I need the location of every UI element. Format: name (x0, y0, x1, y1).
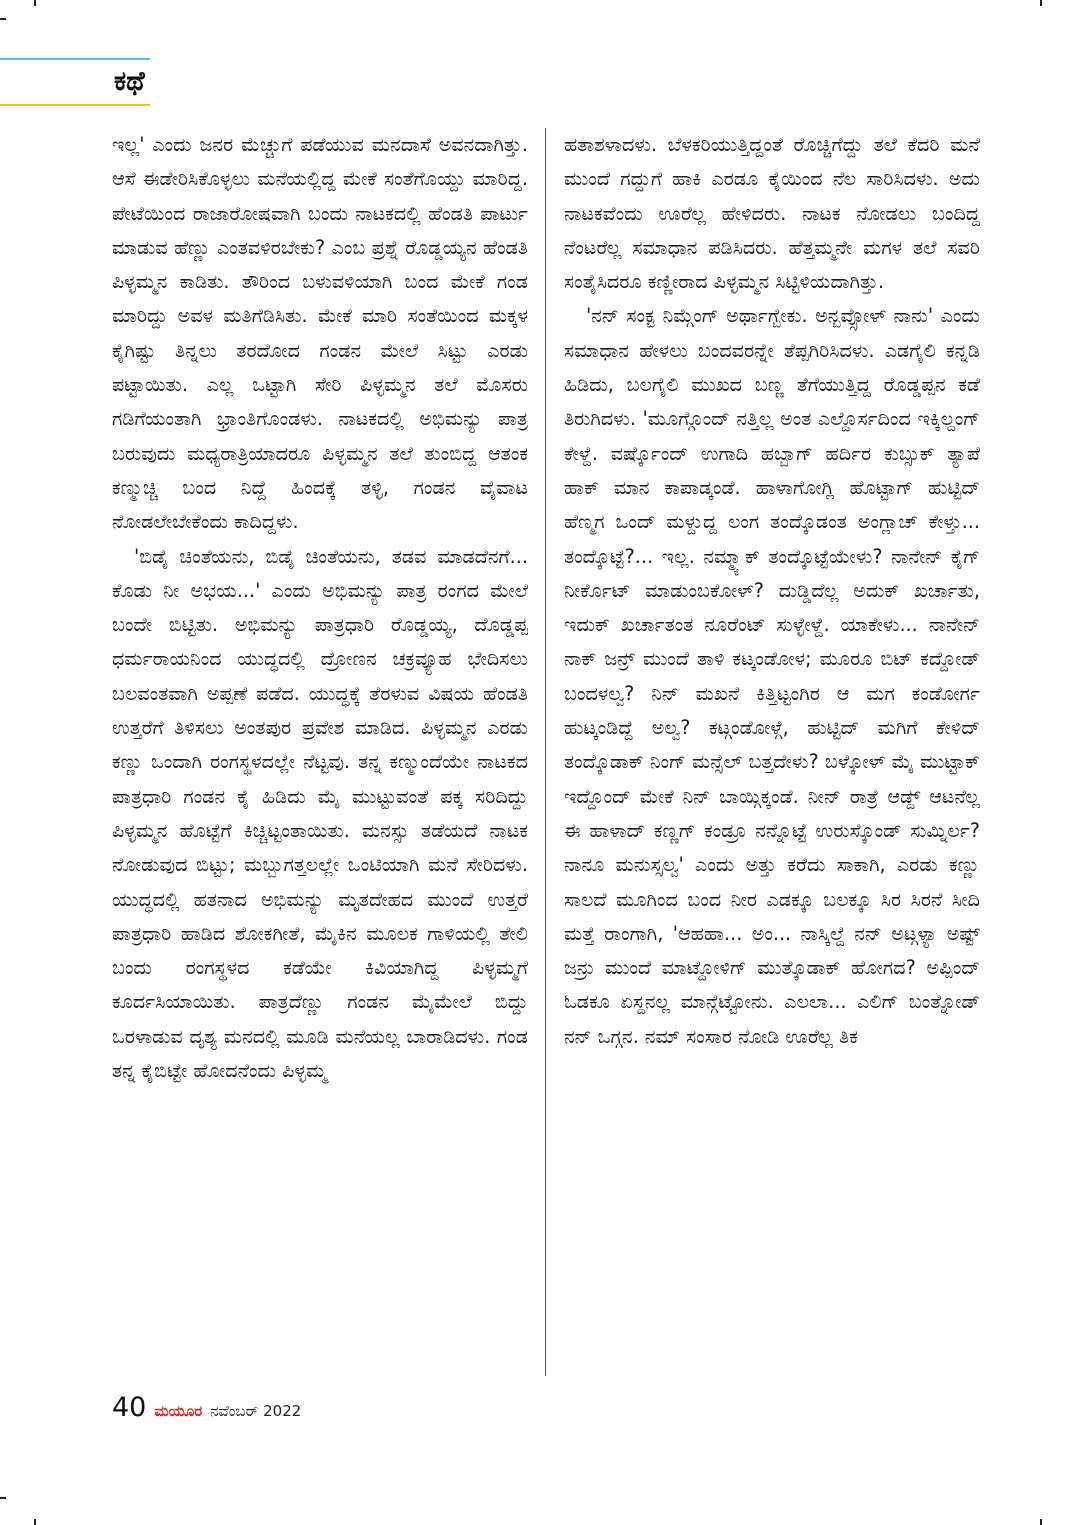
crop-mark (1040, 1519, 1042, 1525)
paragraph: 'ಬಿಡೈ ಚಿಂತೆಯನು, ಬಿಡೈ ಚಿಂತೆಯನು, ತಡವ ಮಾಡದೆನಗೆ... ಕೊಡು ನೀ ಅಭಯ...' ಎಂದು ಅಭಿಮನ್ಯು ಪಾತ್ರ ರಂಗದ ಮೇಲೆ ಬಂದೇ ಬಿಟ್ಟಿತು. ಅಭಿಮನ್ಯು ಪಾತ್ರಧಾರಿ ರೊಡ್ಡಯ್ಯ, ದೊಡ್ಡಪ್ಪ ಧರ್ಮರಾಯನಿಂದ ಯುದ್ಧದಲ್ಲಿ ದ್ರೋಣನ ಚಕ್ರವ್ಯೂಹ ಭೇದಿಸಲು ಬಲವಂತವಾಗಿ ಅಪ್ಪಣೆ ಪಡೆದ. ಯುದ್ಧಕ್ಕೆ ತೆರಳುವ ವಿಷಯ ಹೆಂಡತಿ ಉತ್ತರೆಗೆ ತಿಳಿಸಲು ಅಂತಪುರ ಪ್ರವೇಶ ಮಾಡಿದ. ಪಿಳ್ಳಮ್ಮನ ಎರಡು ಕಣ್ಣು ಒಂದಾಗಿ ರಂಗಸ್ಥಳದಲ್ಲೇ ನೆಟ್ಟವು. ತನ್ನ ಕಣ್ಮುಂದೆಯೇ ನಾಟಕದ ಪಾತ್ರಧಾರಿ ಗಂಡನ ಕೈ ಹಿಡಿದು ಮೈ ಮುಟ್ಟುವಂತೆ ಪಕ್ಕ ಸರಿದಿದ್ದು ಪಿಳ್ಳಮ್ಮನ ಹೊಟ್ಟೆಗೆ ಕಿಚ್ಚಿಟ್ಟಂತಾಯಿತು. ಮನಸ್ಸು ತಡೆಯದೆ ನಾಟಕ ನೋಡುವುದ ಬಿಟ್ಟು; ಮಬ್ಬುಗತ್ತಲಲ್ಲೇ ಒಂಟಿಯಾಗಿ ಮನೆ ಸೇರಿದಳು. ಯುದ್ಧದಲ್ಲಿ ಹತನಾದ ಅಭಿಮನ್ಯು ಮೃತದೇಹದ ಮುಂದೆ ಉತ್ತರೆ ಪಾತ್ರಧಾರಿ ಹಾಡಿದ ಶೋಕಗೀತೆ, ಮೈಕಿನ ಮೂಲಕ ಗಾಳಿಯಲ್ಲಿ ತೇಲಿ ಬಂದು ರಂಗಸ್ಥಳದ ಕಡೆಯೇ ಕಿವಿಯಾಗಿದ್ದ ಪಿಳ್ಳಮ್ಮಗೆ ಕೂರ್ದಸಿಯಾಯಿತು. ಪಾತ್ರದೆಣ್ಣು ಗಂಡನ ಮೈಮೇಲೆ ಬಿದ್ದು ಒರಳಾಡುವ ದೃಶ್ಯ ಮನದಲ್ಲಿ ಮೂಡಿ ಮನೆಯಲ್ಲ ಬಾರಾಡಿದಳು. ಗಂಡ ತನ್ನ ಕೈಬಿಟ್ಟೇ ಹೋದನೆಂದು ಪಿಳ್ಳಮ್ಮ (112, 544, 528, 1083)
page-number: 40 (112, 1392, 147, 1423)
crop-mark (34, 1519, 36, 1525)
header-rule-cyan (0, 58, 150, 60)
crop-mark (34, 0, 36, 6)
section-title: ಕಥೆ (114, 66, 145, 97)
crop-mark (1040, 0, 1042, 6)
issue-date: ನವೆಂಬರ್ 2022 (210, 1402, 302, 1420)
article-column-left (112, 128, 528, 1088)
magazine-logo: ಮಯೂರ (154, 1402, 203, 1420)
crop-mark (0, 18, 6, 20)
page-footer (112, 1392, 301, 1423)
article-column-right (564, 128, 980, 1054)
crop-mark (0, 1497, 6, 1499)
header-rule-yellow (0, 104, 150, 106)
paragraph: ಹತಾಶಳಾದಳು. ಬೆಳಕರಿಯುತ್ತಿದ್ದಂತೆ ರೊಚ್ಚಿಗೆದ್ದು ತಲೆ ಕೆದರಿ ಮನೆ ಮುಂದೆ ಗದ್ದುಗೆ ಹಾಕಿ ಎರಡೂ ಕೈಯಿಂದ ನೆಲ ಸಾರಿಸಿದಳು. ಅದು ನಾಟಕವೆಂದು ಊರೆಲ್ಲ ಹೇಳಿದರು. ನಾಟಕ ನೋಡಲು ಬಂದಿದ್ದ ನೆಂಟರೆಲ್ಲ ಸಮಾಧಾನ ಪಡಿಸಿದರು. ಹೆತ್ತಮ್ಮನೇ ಮಗಳ ತಲೆ ಸವರಿ ಸಂತೈಸಿದರೂ ಕಣ್ಣೀರಾದ ಪಿಳ್ಳಮ್ಮನ ಸಿಟ್ಟಿಳಿಯದಾಗಿತ್ತು. (564, 133, 980, 294)
paragraph: ಇಲ್ಲ' ಎಂದು ಜನರ ಮೆಚ್ಚುಗೆ ಪಡೆಯುವ ಮನದಾಸೆ ಅವನದಾಗಿತ್ತು. ಆಸೆ ಈಡೇರಿಸಿಕೊಳ್ಳಲು ಮನೆಯಲ್ಲಿದ್ದ ಮೇಕೆ ಸಂತೆಗೊಯ್ದು ಮಾರಿದ್ದ. ಪೇಟೆಯಿಂದ ರಾಜಾರೋಷವಾಗಿ ಬಂದು ನಾಟಕದಲ್ಲಿ ಹೆಂಡತಿ ಪಾರ್ಟು ಮಾಡುವ ಹೆಣ್ಣು ಎಂತವಳಿರಬೇಕು? ಎಂಬ ಪ್ರಶ್ನೆ ರೊಡ್ಡಯ್ಯನ ಹೆಂಡತಿ ಪಿಳ್ಳಮ್ಮನ ಕಾಡಿತು. ತೌರಿಂದ ಬಳುವಳಿಯಾಗಿ ಬಂದ ಮೇಕೆ ಗಂಡ ಮಾರಿದ್ದು ಅವಳ ಮತಿಗೆಡಿಸಿತು. ಮೇಕೆ ಮಾರಿ ಸಂತೆಯಿಂದ ಮಕ್ಕಳ ಕೈಗಿಷ್ಟು ತಿನ್ನಲು ತರದೋದ ಗಂಡನ ಮೇಲೆ ಸಿಟ್ಟು ಎರಡು ಪಟ್ಟಾಯಿತು. ಎಲ್ಲ ಒಟ್ಟಾಗಿ ಸೇರಿ ಪಿಳ್ಳಮ್ಮನ ತಲೆ ಮೊಸರು ಗಡಿಗೆಯಂತಾಗಿ ಭ್ರಾಂತಿಗೊಂಡಳು. ನಾಟಕದಲ್ಲಿ ಅಭಿಮನ್ಯು ಪಾತ್ರ ಬರುವುದು ಮಧ್ಯರಾತ್ರಿಯಾದರೂ ಪಿಳ್ಳಮ್ಮನ ತಲೆ ತುಂಬಿದ್ದ ಆತಂಕ ಕಣ್ಮುಚ್ಚಿ ಬಂದ ನಿದ್ದೆ ಹಿಂದಕ್ಕೆ ತಳ್ಳಿ, ಗಂಡನ ವೈವಾಟ ನೋಡಲೇಬೇಕೆಂದು ಕಾದಿದ್ದಳು. (112, 133, 528, 534)
column-divider (545, 128, 546, 1376)
paragraph: 'ನನ್ ಸಂಕ್ಟ ನಿಮ್ಗೆಂಗ್ ಅರ್ಥಾಗ್ಬೇಕು. ಅನ್ಬವ್ಸೋಳ್ ನಾನು' ಎಂದು ಸಮಾಧಾನ ಹೇಳಲು ಬಂದವರನ್ನೇ ತೆಪ್ಪಗಿರಿಸಿದಳು. ಎಡಗೈಲಿ ಕನ್ನಡಿ ಹಿಡಿದು, ಬಲಗೈಲಿ ಮುಖದ ಬಣ್ಣ ತೆಗೆಯುತ್ತಿದ್ದ ರೊಡ್ಡಪ್ಪನ ಕಡೆ ತಿರುಗಿದಳು. 'ಮೂಗ್ಗೊಂದ್ ನತ್ತಿಲ್ಲ ಅಂತ ಎಲ್ದೊರ್ಸದಿಂದ ಇಕ್ಕಿಲ್ದಂಗ್ ಕೇಳ್ದೆ. ವರ್ಷ್ಕೊಂದ್ ಉಗಾದಿ ಹಬ್ಬಾಗ್ ಹರ್ದಿರ ಕುಬ್ಸುಕ್ ತ್ಯಾಪೆ ಹಾಕ್ ಮಾನ ಕಾಪಾಡ್ಕಂಡೆ. ಹಾಳಾಗೋಗ್ಲಿ ಹೊಟ್ಟಾಗ್ ಹುಟ್ಟಿದ್ ಹೆಣ್ಮಗ ಒಂದ್ ಮಳ್ದುದ್ದ ಲಂಗ ತಂದ್ಕೊಡಂತ ಅಂಗ್ಲಾಚ್ ಕೇಳ್ತು... ತಂದ್ಕೊಟ್ಟೆ?... ಇಲ್ಲ. ನಮ್ಮ್ಯಾಕ್ ತಂದ್ಕೊಟ್ಟೆಯೇಳು? ನಾನೇನ್ ಕೈಗ್ ನೀರ್ಕೊಟ್ ಮಾಡುಂಬಕೋಳ್? ದುಡ್ಡಿದೆಲ್ಲ ಅದುಕ್ ಖರ್ಚಾತು, ಇದುಕ್ ಖರ್ಚಾತಂತ ನೂರೆಂಟ್ ಸುಳ್ಳೇಳ್ದೆ. ಯಾಕೇಳು... ನಾನೇನ್ ನಾಕ್ ಜನ್ರ್ ಮುಂದೆ ತಾಳಿ ಕಟ್ಕಂಡೋಳ; ಮೂರೂ ಬಿಟ್ ಕದ್ದೋಡ್ ಬಂದಳಲ್ವ? ನಿನ್ ಮಖನೆ ಕಿತ್ತಿಟ್ಟಂಗಿರ ಆ ಮಗ ಕಂಡೋರ್ಗ ಹುಟ್ಕಂಡಿದ್ದೆ ಅಲ್ವ? ಕಟ್ಗಂಡೋಳ್ಗೆ, ಹುಟ್ಟಿದ್ ಮಗಿಗೆ ಕೇಳಿದ್ ತಂದ್ಕೊಡಾಕ್ ನಿಂಗ್ ಮನ್ಸೆಲ್ ಬತ್ತದೇಳು? ಬಳ್ಕೋಳ್ ಮೈ ಮುಟ್ಟಾಕ್ ಇದ್ದೊಂದ್ ಮೇಕೆ ನಿನ್ ಬಾಯ್ಗಿಕ್ಕಂಡೆ. ನೀನ್ ರಾತ್ರೆ ಆಡ್ದ್ ಆಟನೆಲ್ಲ ಈ ಹಾಳಾದ್ ಕಣ್ಣಗ್ ಕಂಡ್ರೂ ನನ್ನೊಟ್ಟೆ ಉರುಸ್ಕೊಂಡ್ ಸುಮ್ನಿರ್ಲ? ನಾನೂ ಮನುಸ್ಸಲ್ವ' ಎಂದು ಅತ್ತು ಕರೆದು ಸಾಕಾಗಿ, ಎರಡು ಕಣ್ಣು ಸಾಲದೆ ಮೂಗಿಂದ ಬಂದ ನೀರ ಎಡಕ್ಕೂ ಬಲಕ್ಕೂ ಸಿರ ಸಿರನೆ ಸೀದಿ ಮತ್ತೆ ರಾಂಗಾಗಿ, 'ಆಹಹಾ... ಅಂ... ನಾಸ್ಕಿಲ್ದೆ ನನ್ ಅಟ್ಗಳ್ಯಾ ಅಷ್ಟ್ ಜನ್ರು ಮುಂದೆ ಮಾಟ್ದೋಳಿಗ್ ಮುತ್ಕೊಡಾಕ್ ಹೋಗದ? ಅಪ್ಪಿಂದ್ ಓಡಕೂ ಏಸ್ದನಲ್ಲ ಮಾನ್ಗೆಟ್ಟೋನು. ಎಲಲಾ... ಎಲಿಗ್ ಬಂತ್ನೋಡ್ ನನ್ ಒಗ್ಗನ. ನಮ್ ಸಂಸಾರ ನೋಡಿ ಊರೆಲ್ಲ ತಿಕ (564, 304, 980, 1048)
